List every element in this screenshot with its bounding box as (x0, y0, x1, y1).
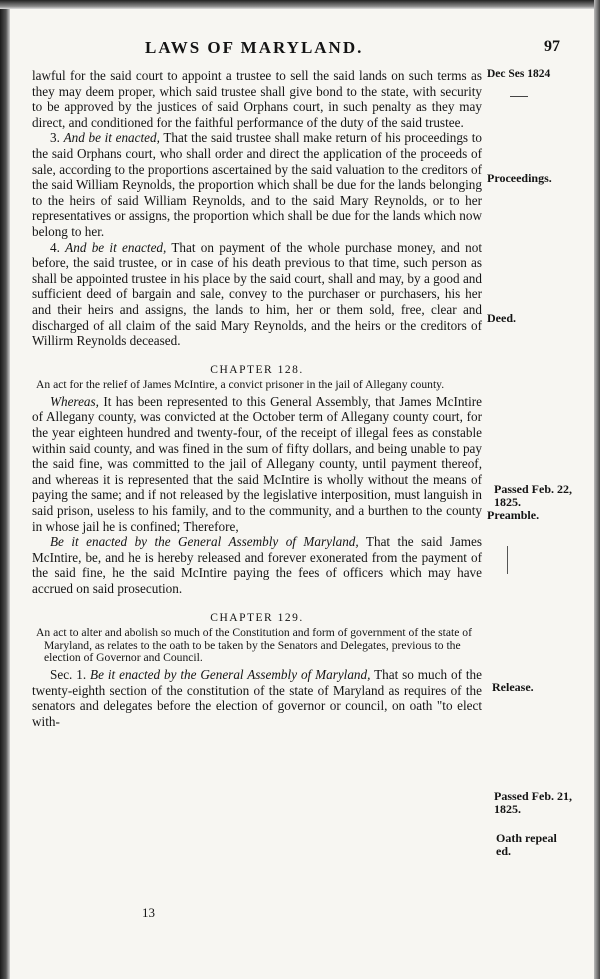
enacting-clause: And be it enacted, (65, 239, 167, 255)
page-header (0, 38, 600, 60)
chapter-128-heading: CHAPTER 128. (210, 363, 304, 376)
chapter-129-section-1 (32, 667, 482, 729)
margin-note-release: Release. (492, 680, 534, 694)
section-text: That on payment of the whole purchase money, and not before, the said trustee, or in case of his death previous to that time, such person as shall be appointed trustee in his place by the said court, shall and may, by a good and sufficient deed of bargain and sale, convey to the purchaser or purchasers, his her and their heirs and assigns, the lands to him, her or them sold, free, clear and discharged of all claim of the said Mary Reynolds, and the heirs or the creditors of Willirm Reynolds deceased. (32, 239, 482, 349)
section-number: 4. (50, 239, 60, 255)
scan-top-edge (0, 0, 600, 9)
section-number: 3. (50, 130, 60, 146)
margin-note-oath-repeal: Oath repeal ed. (496, 831, 557, 858)
chapter-129-heading: CHAPTER 129. (210, 611, 304, 624)
section-number: Sec. 1. (50, 666, 87, 682)
body-text (32, 68, 482, 729)
preamble-text: It has been represented to this General Assembly, that James McIntire of Allegany county, was convicted at the October term of Allegany county court, for the year eighteen hundred and twenty-four, of the receipt of illegal fees as constable within said county, and was fined in the sum of fifty dollars, and being unable to pay the said fine, was committed to the jail of Allegany county, until payment thereof, and whereas it is represented that the said McIntire is wholly without the means of paying the same; and if not released by the legislative interposition, must languish in said prison, useless to his family, and to the community, and a burthen to the county in whose jail he is confined; Therefore, (32, 393, 482, 534)
chapter-128-preamble (32, 394, 482, 534)
margin-note-passed-128: Passed Feb. 22, 1825. (494, 482, 572, 509)
margin-note-session: Dec Ses 1824 (487, 68, 551, 80)
enacting-clause: Be it enacted by the General Assembly of Maryland, (90, 666, 371, 682)
section-text: That the said trustee shall make return of his proceedings to the said Orphans court, who shall order and direct the application of the proceeds of sale, according to the proportions ascertained by the said valuation to the creditors of the said William Reynolds, the proportion which shall be due for the lands belonging to the heirs of said William Reynolds, and to the said Mary Reynolds, or to her representatives or assigns, the proportion which shall be due for the lands which now belong to her. (32, 130, 482, 239)
section-text: That so much of the twenty-eighth section of the constitution of the state of Maryland as requires of the senators and delegates before the election of governor or council, on oath "to elect with- (32, 666, 482, 729)
whereas-word: Whereas, (50, 393, 99, 409)
margin-note-deed: Deed. (487, 311, 516, 325)
pen-mark (507, 546, 508, 574)
scan-left-edge (0, 0, 10, 979)
chapter-129-title: An act to alter and abolish so much of the Constitution and form of government of the state of Maryland, as relates to the oath to be taken by the Senators and Delegates, previous to the election of Governor and Council. (36, 626, 472, 665)
chapter-128-title: An act for the relief of James McIntire, a convict prisoner in the jail of Allegany county. (36, 378, 445, 392)
signature-mark: 13 (142, 905, 155, 920)
scan-right-edge (594, 0, 600, 979)
section-4 (32, 240, 482, 349)
page-number: 97 (544, 38, 560, 55)
margin-note-passed-129: Passed Feb. 21, 1825. (494, 789, 572, 816)
pen-mark (510, 84, 528, 97)
enacting-clause: Be it enacted by the General Assembly of Maryland, (50, 534, 359, 550)
paragraph-continued: lawful for the said court to appoint a trustee to sell the said lands on such terms as they may deem proper, which said trustee shall give bond to the state, with security to be approved by the justices of said Orphans court, in such penalty as they may direct, and conditioned for the faithful performance of the duty of the said trustee. (32, 68, 482, 130)
enactment-text: That the said James McIntire, be, and he is hereby released and forever exonerated from the payment of the said fine, he the said McIntire paying the fees of officers which may have accrued on said prosecution. (32, 534, 483, 596)
enacting-clause: And be it enacted, (63, 130, 160, 146)
margin-note-preamble: Preamble. (487, 508, 540, 522)
running-head: LAWS OF MARYLAND. (145, 38, 364, 57)
section-3 (32, 130, 482, 239)
chapter-128-enactment (32, 534, 482, 596)
margin-note-proceedings: Proceedings. (487, 171, 552, 185)
